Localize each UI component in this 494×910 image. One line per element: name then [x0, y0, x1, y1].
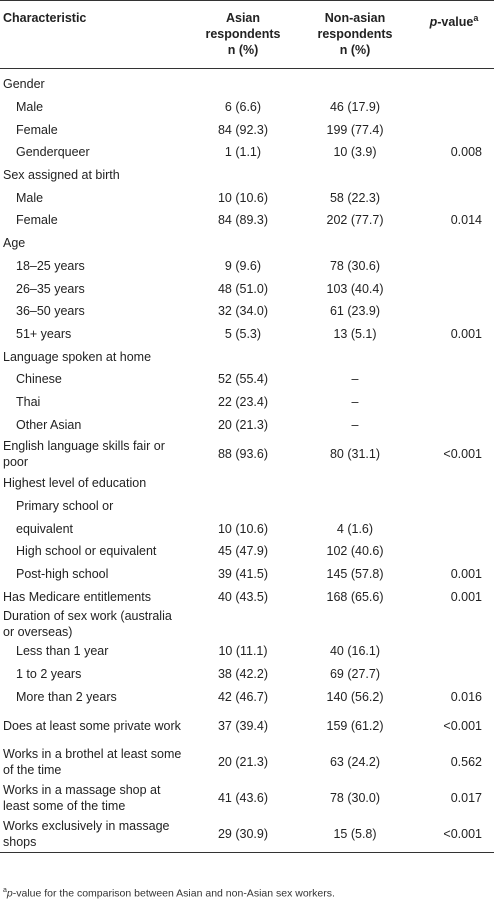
nonasian-value: 61 (23.9): [329, 304, 381, 319]
row-label: Chinese: [16, 372, 62, 387]
p-value: [414, 663, 494, 686]
row-label: More than 2 years: [16, 689, 117, 704]
table-row: [0, 164, 494, 187]
row-label: Age: [3, 236, 26, 251]
row-label: Female: [16, 213, 58, 228]
table-row: [0, 780, 494, 816]
p-value: [414, 69, 494, 96]
table-row: [0, 472, 494, 495]
table-row: [0, 686, 494, 709]
asian-value: 84 (92.3): [217, 122, 269, 137]
row-label: Language spoken at home: [3, 349, 152, 364]
nonasian-value: 63 (24.2): [329, 755, 381, 770]
p-value: 0.017: [450, 791, 482, 806]
table-row: [0, 517, 494, 540]
table-row: [0, 345, 494, 368]
p-value: [414, 300, 494, 323]
p-value: [414, 413, 494, 436]
asian-value: [190, 472, 296, 495]
row-label: Works in a massage shop at least some of the time: [3, 783, 161, 814]
asian-value: 42 (46.7): [217, 689, 269, 704]
p-value: [414, 96, 494, 119]
nonasian-value: 15 (5.8): [333, 827, 377, 842]
nonasian-value: [296, 164, 414, 187]
table-row: [0, 608, 494, 640]
asian-value: 22 (23.4): [217, 394, 269, 409]
nonasian-value: 140 (56.2): [326, 689, 384, 704]
row-label: Male: [16, 190, 44, 205]
asian-value: [190, 608, 296, 640]
nonasian-value: 80 (31.1): [329, 447, 381, 461]
row-label: Thai: [16, 394, 41, 409]
p-value: [414, 118, 494, 141]
asian-value: 5 (5.3): [224, 326, 262, 341]
nonasian-value: –: [351, 394, 359, 409]
asian-value: [190, 164, 296, 187]
table-row: [0, 563, 494, 586]
asian-value: 20 (21.3): [217, 417, 269, 432]
row-label: Genderqueer: [16, 145, 90, 160]
asian-value: 10 (11.1): [218, 644, 268, 659]
nonasian-value: 13 (5.1): [333, 326, 377, 341]
table-row: [0, 708, 494, 744]
asian-value: 10 (10.6): [217, 521, 269, 536]
header-pvalue: p-value$^a$: [429, 13, 479, 30]
row-label: 18–25 years: [16, 258, 85, 273]
nonasian-value: 10 (3.9): [333, 145, 377, 160]
table-row: [0, 391, 494, 414]
p-value: 0.001: [450, 326, 482, 341]
p-value: 0.562: [450, 755, 482, 770]
row-label: Does at least some private work: [3, 719, 181, 734]
p-value: [414, 517, 494, 540]
row-label: Female: [16, 122, 58, 137]
table-row: [0, 209, 494, 232]
table-row: [0, 744, 494, 780]
asian-value: 48 (51.0): [217, 281, 269, 296]
asian-value: [190, 69, 296, 96]
asian-value: 1 (1.1): [224, 145, 262, 160]
nonasian-value: 4 (1.6): [336, 521, 374, 536]
p-value: 0.016: [450, 689, 482, 704]
table-row: [0, 69, 494, 96]
row-label: equivalent: [16, 521, 73, 536]
nonasian-value: [296, 472, 414, 495]
p-value: [414, 495, 494, 518]
p-value: [414, 391, 494, 414]
row-label: 26–35 years: [16, 281, 85, 296]
nonasian-value: 168 (65.6): [326, 589, 384, 604]
table-row: [0, 540, 494, 563]
header-characteristic: Characteristic: [3, 11, 87, 25]
nonasian-value: 202 (77.7): [326, 213, 384, 228]
p-value: [414, 608, 494, 640]
asian-value: 40 (43.5): [217, 589, 269, 604]
table-row: [0, 816, 494, 853]
row-label: English language skills fair or poor: [3, 439, 165, 469]
row-label: Post-high school: [16, 567, 109, 582]
p-value: [414, 186, 494, 209]
nonasian-value: 78 (30.0): [329, 791, 381, 806]
nonasian-value: 69 (27.7): [329, 667, 381, 682]
table-footnote: $^a$p-value for the comparison between Asian and non-Asian sex workers.: [3, 887, 335, 900]
table-row: [0, 232, 494, 255]
table-row: [0, 413, 494, 436]
row-label: Other Asian: [16, 417, 82, 432]
row-label: Works in a brothel at least some of the time: [3, 747, 182, 778]
p-value: 0.014: [450, 213, 482, 228]
asian-value: [190, 232, 296, 255]
p-value: [414, 345, 494, 368]
asian-value: 41 (43.6): [217, 791, 269, 806]
table-row: [0, 663, 494, 686]
asian-value: [190, 345, 296, 368]
nonasian-value: [296, 345, 414, 368]
row-label: Gender: [3, 77, 45, 92]
nonasian-value: [296, 495, 414, 518]
table-row: [0, 368, 494, 391]
nonasian-value: 58 (22.3): [329, 190, 381, 205]
nonasian-value: 102 (40.6): [326, 544, 384, 559]
table-row: [0, 585, 494, 608]
p-value: [414, 164, 494, 187]
p-value: [414, 368, 494, 391]
row-label: Less than 1 year: [16, 644, 109, 659]
table-row: [0, 96, 494, 119]
nonasian-value: [296, 232, 414, 255]
nonasian-value: 159 (61.2): [326, 719, 384, 734]
table-row: [0, 255, 494, 278]
p-value: 0.001: [450, 589, 482, 604]
row-label: Male: [16, 100, 44, 115]
asian-value: [190, 495, 296, 518]
table-row: [0, 186, 494, 209]
p-value: 0.008: [450, 145, 482, 160]
p-value: [414, 640, 494, 663]
asian-value: 38 (42.2): [217, 667, 269, 682]
row-label: Sex assigned at birth: [3, 168, 120, 183]
row-label: Works exclusively in massage shops: [3, 819, 170, 850]
p-value: 0.001: [450, 567, 482, 582]
table-row: [0, 495, 494, 518]
row-label: Has Medicare entitlements: [3, 589, 151, 604]
asian-value: 37 (39.4): [217, 719, 269, 734]
nonasian-value: [296, 69, 414, 96]
nonasian-value: [296, 608, 414, 640]
asian-value: 32 (34.0): [217, 304, 269, 319]
nonasian-value: –: [351, 372, 359, 387]
header-nonasian: Non-asian respondents n (%): [317, 11, 393, 57]
nonasian-value: 78 (30.6): [329, 258, 381, 273]
asian-value: 88 (93.6): [217, 447, 269, 461]
p-value: [414, 472, 494, 495]
p-value: <0.001: [443, 827, 482, 842]
table-row: [0, 436, 494, 472]
asian-value: 45 (47.9): [217, 544, 269, 559]
table-header: [0, 1, 494, 69]
asian-value: 9 (9.6): [224, 258, 262, 273]
table-row: [0, 277, 494, 300]
table-row: [0, 118, 494, 141]
asian-value: 20 (21.3): [217, 755, 269, 770]
asian-value: 39 (41.5): [217, 567, 269, 582]
p-value: [414, 232, 494, 255]
row-label: 36–50 years: [16, 304, 85, 319]
nonasian-value: –: [351, 417, 359, 432]
asian-value: 84 (89.3): [217, 213, 269, 228]
p-value: <0.001: [443, 719, 482, 734]
nonasian-value: 40 (16.1): [329, 644, 381, 659]
table-row: [0, 300, 494, 323]
row-label: 51+ years: [16, 326, 72, 341]
row-label: Duration of sex work (australia or overseas): [3, 609, 172, 640]
nonasian-value: 145 (57.8): [326, 567, 384, 582]
row-label: Highest level of education: [3, 476, 147, 491]
p-value: [414, 540, 494, 563]
table-row: [0, 141, 494, 164]
row-label: High school or equivalent: [16, 544, 157, 559]
row-label: 1 to 2 years: [16, 667, 82, 682]
asian-value: 10 (10.6): [217, 190, 269, 205]
table-row: [0, 323, 494, 346]
asian-value: 29 (30.9): [217, 827, 269, 842]
p-value: [414, 255, 494, 278]
header-asian: Asian respondents n (%): [205, 11, 281, 57]
nonasian-value: 103 (40.4): [326, 281, 384, 296]
nonasian-value: 46 (17.9): [329, 100, 381, 115]
table-body: [0, 69, 494, 853]
asian-value: 52 (55.4): [217, 372, 269, 387]
nonasian-value: 199 (77.4): [326, 122, 384, 137]
p-value: [414, 277, 494, 300]
p-value: <0.001: [443, 447, 482, 461]
table-row: [0, 640, 494, 663]
asian-value: 6 (6.6): [224, 100, 262, 115]
row-label: Primary school or: [16, 499, 114, 514]
